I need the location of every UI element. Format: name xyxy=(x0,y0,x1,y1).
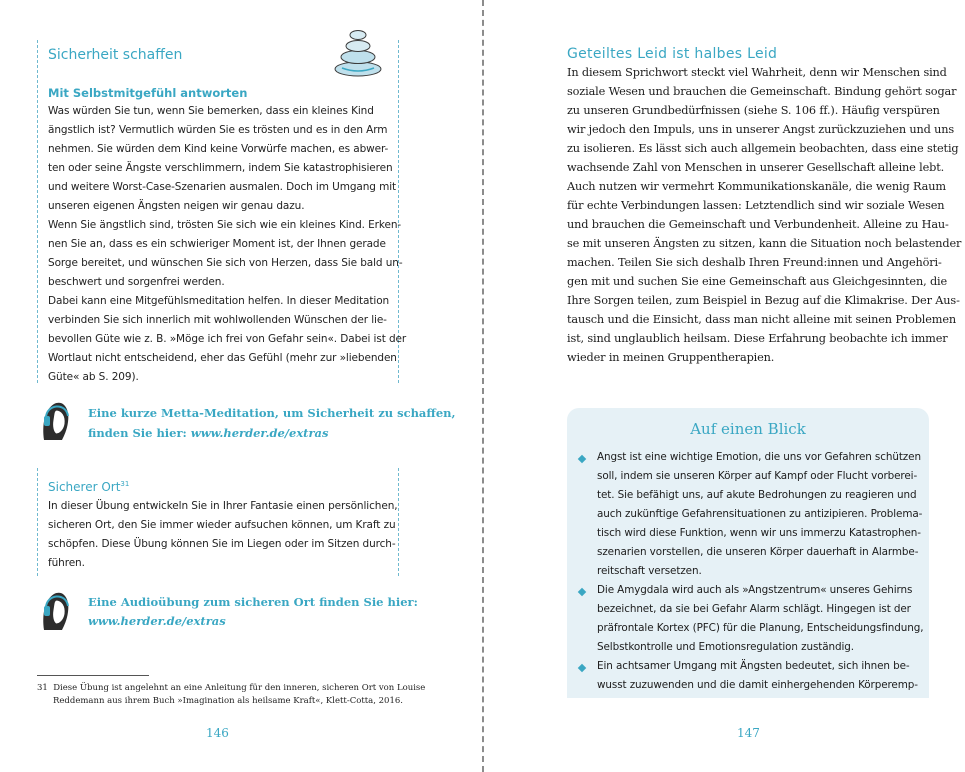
footnote-ref[interactable]: 31 xyxy=(120,480,130,488)
bullet-line: tet. Sie befähigt uns, auf akute Bedrohungen zu reagieren und xyxy=(597,489,917,501)
bullet-line: bezeichnet, da sie bei Gefahr Alarm schlägt. Hingegen ist der xyxy=(597,603,911,615)
bullet-line: Selbstkontrolle und Emotionsregulation zuständig. xyxy=(597,641,854,653)
body-line: In dieser Übung entwickeln Sie in Ihrer Fantasie einen persönlichen, xyxy=(48,500,398,512)
body-line: verbinden Sie sich innerlich mit wohlwollenden Wünschen der lie- xyxy=(48,314,387,326)
page-number: 146 xyxy=(206,726,229,740)
footnote-text: Diese Übung ist angelehnt an eine Anleitung für den inneren, sicheren Ort von Louise xyxy=(53,683,426,693)
body-line: tausch und die Einsicht, dass man nicht alleine mit seinen Problemen xyxy=(567,313,956,326)
box-subtitle-safe-place xyxy=(48,480,129,494)
bullet-line: wusst zuzuwenden und die damit einhergehenden Körperemp- xyxy=(597,679,918,691)
body-line: zu isolieren. Es lässt sich auch allgemein beobachten, dass eine stetig xyxy=(567,142,959,155)
body-line: gen mit und suchen Sie eine Gemeinschaft aus Gleichgesinnten, die xyxy=(567,275,948,288)
headphones-person-icon xyxy=(38,396,74,442)
body-line: In diesem Sprichwort steckt viel Wahrheit, denn wir Menschen sind xyxy=(567,66,947,79)
body-line: schöpfen. Diese Übung können Sie im Liegen oder im Sitzen durch- xyxy=(48,538,396,550)
summary-title: Auf einen Blick xyxy=(690,420,806,438)
body-line: Sorge bereitet, und wünschen Sie sich von Herzen, dass Sie bald un- xyxy=(48,257,403,269)
page-number: 147 xyxy=(737,726,760,740)
bullet-line: Angst ist eine wichtige Emotion, die uns vor Gefahren schützen xyxy=(597,451,921,463)
body-line: Was würden Sie tun, wenn Sie bemerken, dass ein kleines Kind xyxy=(48,105,374,117)
body-line: wir jedoch den Impuls, uns in unserer Angst zurückzuziehen und uns xyxy=(567,123,955,136)
body-line: nen Sie an, dass es ein schwieriger Moment ist, der Ihnen gerade xyxy=(48,238,386,250)
body-line: ist, sind unglaublich heilsam. Diese Erfahrung beobachte ich immer xyxy=(567,332,948,345)
callout-audio-line1: Eine Audioübung zum sicheren Ort finden Sie hier: xyxy=(88,595,418,609)
footnote-rule xyxy=(37,675,149,676)
footnote-line2: Reddemann aus ihrem Buch »Imagination als heilsame Kraft«, Klett-Cotta, 2016. xyxy=(53,696,403,706)
body-line: sicheren Ort, den Sie immer wieder aufsuchen können, um Kraft zu xyxy=(48,519,396,531)
body-line: Dabei kann eine Mitgefühlsmeditation helfen. In dieser Meditation xyxy=(48,295,390,307)
bullet-line: szenarien vorstellen, die unseren Körper dauerhaft in Alarmbe- xyxy=(597,546,919,558)
body-line: und weitere Worst-Case-Szenarien ausmalen. Doch im Umgang mit xyxy=(48,181,397,193)
body-line: unseren eigenen Ängsten neigen wir genau dazu. xyxy=(48,200,305,212)
body-line: für echte Verbindungen lassen: Letztendlich sind wir soziale Wesen xyxy=(567,199,945,212)
summary-box xyxy=(567,408,929,698)
body-line: Ihre Sorgen teilen, zum Beispiel in Bezug auf die Klimakrise. Der Aus- xyxy=(567,294,960,307)
callout-audio-line2 xyxy=(88,614,226,628)
footnote-number: 31 xyxy=(37,683,48,693)
headphones-person-icon xyxy=(38,586,74,632)
body-line: führen. xyxy=(48,557,85,569)
subtitle-text: Sicherer Ort xyxy=(48,480,121,494)
bullet-diamond-icon xyxy=(578,455,586,463)
section-title: Geteiltes Leid ist halbes Leid xyxy=(567,46,778,62)
body-line: und brauchen die Gemeinschaft und Verbundenheit. Alleine zu Hau- xyxy=(567,218,949,231)
box-title: Sicherheit schaffen xyxy=(48,47,183,63)
body-line: nehmen. Sie würden dem Kind keine Vorwürfe machen, es abwer- xyxy=(48,143,389,155)
bullet-diamond-icon xyxy=(578,588,586,596)
body-line: zu unseren Grundbedürfnissen (siehe S. 106 ff.). Häufig verspüren xyxy=(567,104,940,117)
body-line: Auch nutzen wir vermehrt Kommunikationskanäle, die wenig Raum xyxy=(567,180,946,193)
left-page xyxy=(0,0,482,772)
footnote-line1 xyxy=(37,683,425,693)
right-page xyxy=(483,0,965,772)
bullet-line: soll, indem sie unseren Körper auf Kampf oder Flucht vorberei- xyxy=(597,470,918,482)
body-line: Wenn Sie ängstlich sind, trösten Sie sich wie ein kleines Kind. Erken- xyxy=(48,219,402,231)
body-line: Güte« ab S. 209). xyxy=(48,371,139,383)
body-line: ängstlich ist? Vermutlich würden Sie es trösten und es in den Arm xyxy=(48,124,388,136)
body-line: soziale Wesen und brauchen die Gemeinschaft. Bindung gehört sogar xyxy=(567,85,957,98)
extras-link[interactable]: www.herder.de/extras xyxy=(190,426,329,440)
bullet-line: präfrontale Kortex (PFC) für die Planung, Entscheidungsfindung, xyxy=(597,622,924,634)
box-subtitle: Mit Selbstmitgefühl antworten xyxy=(48,86,248,100)
bullet-line: auch zukünftige Gefahrensituationen zu antizipieren. Problema- xyxy=(597,508,923,520)
body-line: beschwert und sorgenfrei werden. xyxy=(48,276,225,288)
callout-prefix: finden Sie hier: xyxy=(88,426,191,440)
bullet-line: tisch wird diese Funktion, wenn wir uns immerzu Katastrophen- xyxy=(597,527,921,539)
body-line: wachsende Zahl von Menschen in unserer Gesellschaft alleine lebt. xyxy=(567,161,945,174)
callout-metta-line1: Eine kurze Metta-Meditation, um Sicherheit zu schaffen, xyxy=(88,406,456,420)
bullet-line: Die Amygdala wird auch als »Angstzentrum« unseres Gehirns xyxy=(597,584,913,596)
callout-metta-line2 xyxy=(88,426,328,440)
body-line: machen. Teilen Sie sich deshalb Ihren Freund:innen und Angehöri- xyxy=(567,256,942,269)
bullet-diamond-icon xyxy=(578,664,586,672)
bullet-line: reitschaft versetzen. xyxy=(597,565,702,577)
body-line: se mit unseren Ängsten zu sitzen, kann die Situation noch belastender xyxy=(567,237,962,250)
bullet-line: Ein achtsamer Umgang mit Ängsten bedeutet, sich ihnen be- xyxy=(597,660,910,672)
extras-link[interactable]: www.herder.de/extras xyxy=(88,614,226,628)
body-line: wieder in meinen Gruppentherapien. xyxy=(567,351,775,364)
body-line: ten oder seine Ängste verschlimmern, indem Sie katastrophisieren xyxy=(48,162,393,174)
body-line: bevollen Güte wie z. B. »Möge ich frei von Gefahr sein«. Dabei ist der xyxy=(48,333,407,345)
body-line: Wortlaut nicht entscheidend, eher das Gefühl (mehr zur »liebenden xyxy=(48,352,397,364)
